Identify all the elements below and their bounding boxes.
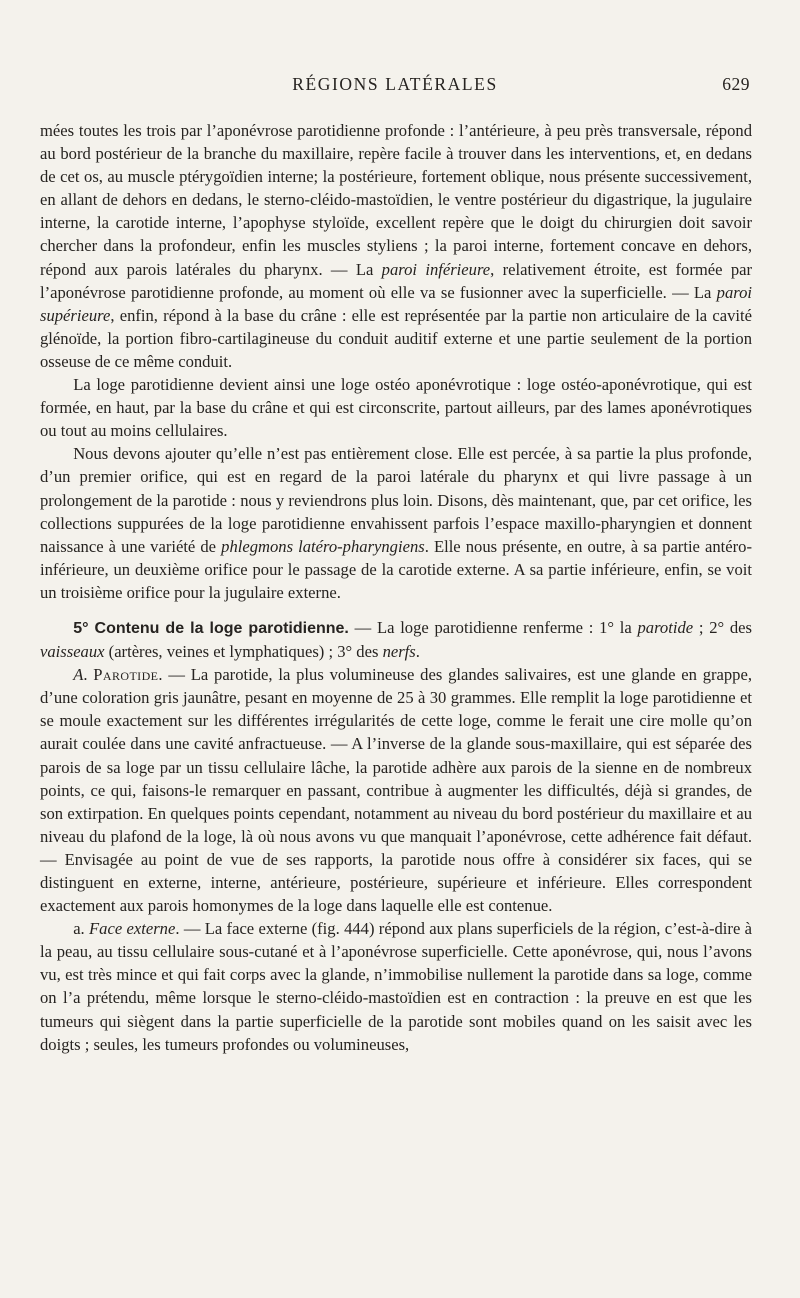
italic-term: parotide	[637, 617, 694, 637]
running-header	[40, 74, 750, 98]
text-run: La loge parotidienne devient ainsi une loge ostéo aponévrotique : loge ostéo-aponévrotique, qui est formée, en haut, par la base du crâne et qui est circonscrite, partout ailleurs, par des lames aponévrotiques ou tout au moins cellulaires.	[40, 375, 752, 441]
running-title: RÉGIONS LATÉRALES	[292, 74, 498, 94]
page-number: 629	[722, 74, 750, 94]
text-run: , relativement étroite, est formée par l’aponévrose parotidienne profonde, au moment où elle va se fusionner avec la superficielle. — La	[40, 259, 753, 302]
italic-term: paroi supérieure	[40, 282, 752, 325]
text-run: a.	[73, 919, 90, 939]
section-heading: 5° Contenu de la loge parotidienne.	[73, 619, 349, 637]
paragraph	[40, 373, 752, 442]
text-run: . — La parotide, la plus volumineuse des glandes salivaires, est une glande en grappe, d’une coloration gris jaunâtre, pesant en moyenne de 25 à 30 grammes. Elle remplit la loge parotidienne et se moule exactement sur les différentes irrégularités de cette loge, comme le ferait une cire molle qu’on aurait coulée dans une cavité anfractueuse. — A l’inverse de la glande sous-maxillaire, qui est séparée des parois de sa loge par un tissu cellulaire lâche, la parotide adhère aux parois de la sienne en de nombreux points, ce qui, faisons-le remarquer en passant, contribue à augmenter les difficultés, déjà si grandes, de son extirpation. En quelques points cependant, notamment au niveau du bord postérieur du maxillaire et au niveau du plafond de la loge, là où nous avons vu que manquait l’aponévrose, cette adhérence fait défaut. — Envisagée au point de vue de ses rapports, la parotide nous offre à considérer six faces, qui se distinguent en externe, interne, antérieure, postérieure, supérieure et inférieure. Elles correspondent exactement aux parois homonymes de la loge dans laquelle elle est contenue.	[40, 665, 752, 916]
body-text	[40, 119, 752, 1056]
paragraph	[40, 917, 752, 1056]
text-run: ; 2° des	[693, 617, 752, 637]
italic-term: phlegmons latéro-pharyngiens	[221, 536, 425, 556]
text-run: .	[83, 665, 94, 685]
text-run: , enfin, répond à la base du crâne : elle est représentée par la partie non articulaire de la cavité glénoïde, la portion fibro-cartilagineuse du conduit auditif externe et une partie seulement de la portion osseuse de ce même conduit.	[40, 305, 752, 371]
subsection-heading: Parotide	[93, 665, 159, 685]
italic-term: Face externe	[89, 919, 176, 939]
text-run: . Elle nous présente, en outre, à sa partie antéro-inférieure, un deuxième orifice pour le passage de la carotide externe. A sa partie inférieure, enfin, se voit un troisième orifice pour la jugulaire externe.	[40, 536, 752, 602]
paragraph	[40, 442, 752, 604]
text-run: mées toutes les trois par l’aponévrose parotidienne profonde : l’antérieure, à peu près transversale, répond au bord postérieur de la branche du maxillaire, repère facile à trouver dans les interventions, et, en dedans de cet os, au muscle ptérygoïdien interne; la postérieure, fortement oblique, nous présente successivement, en allant de dehors en dedans, le sterno-cléido-mastoïdien, le ventre postérieur du digastrique, la jugulaire interne, la carotide interne, l’apophyse styloïde, excellent repère que le doigt du chirurgien doit savoir chercher dans la profondeur, enfin les muscles styliens ; la paroi interne, fortement concave en dehors, répond aux parois latérales du pharynx. — La	[40, 121, 752, 279]
paragraph	[40, 663, 752, 917]
italic-term: vaisseaux	[40, 642, 105, 662]
text-run: — La loge parotidienne renferme : 1° la	[348, 617, 638, 637]
text-run: Nous devons ajouter qu’elle n’est pas entièrement close. Elle est percée, à sa partie la plus profonde, d’un premier orifice, qui est en regard de la paroi latérale du pharynx et qui livre passage à un prolongement de la parotide : nous y reviendrons plus loin. Disons, dès maintenant, que, par cet orifice, les collections suppurées de la loge parotidienne envahissent parfois l’espace maxillo-pharyngien et donnent naissance à une variété de	[40, 444, 752, 556]
text-run: .	[415, 642, 420, 662]
text-run: . — La face externe (fig. 444) répond aux plans superficiels de la région, c’est-à-dire à la peau, au tissu cellulaire sous-cutané et à l’aponévrose superficielle. Cette aponévrose, qui, nous l’avons vu, est très mince et qui fait corps avec la glande, n’immobilise nullement la parotide dans sa loge, comme on l’a prétendu, même lorsque le sterno-cléido-mastoïdien est en contraction : la preuve en est que les tumeurs qui siègent dans la partie superficielle de la parotide sont mobiles quand on les saisit avec les doigts ; seules, les tumeurs profondes ou volumineuses,	[40, 919, 752, 1054]
italic-term: A	[73, 665, 84, 685]
italic-term: nerfs	[382, 642, 416, 662]
text-run: (artères, veines et lymphatiques) ; 3° des	[104, 642, 383, 662]
paragraph	[40, 119, 752, 373]
italic-term: paroi inférieure	[381, 259, 491, 279]
section-heading-paragraph	[40, 616, 752, 663]
